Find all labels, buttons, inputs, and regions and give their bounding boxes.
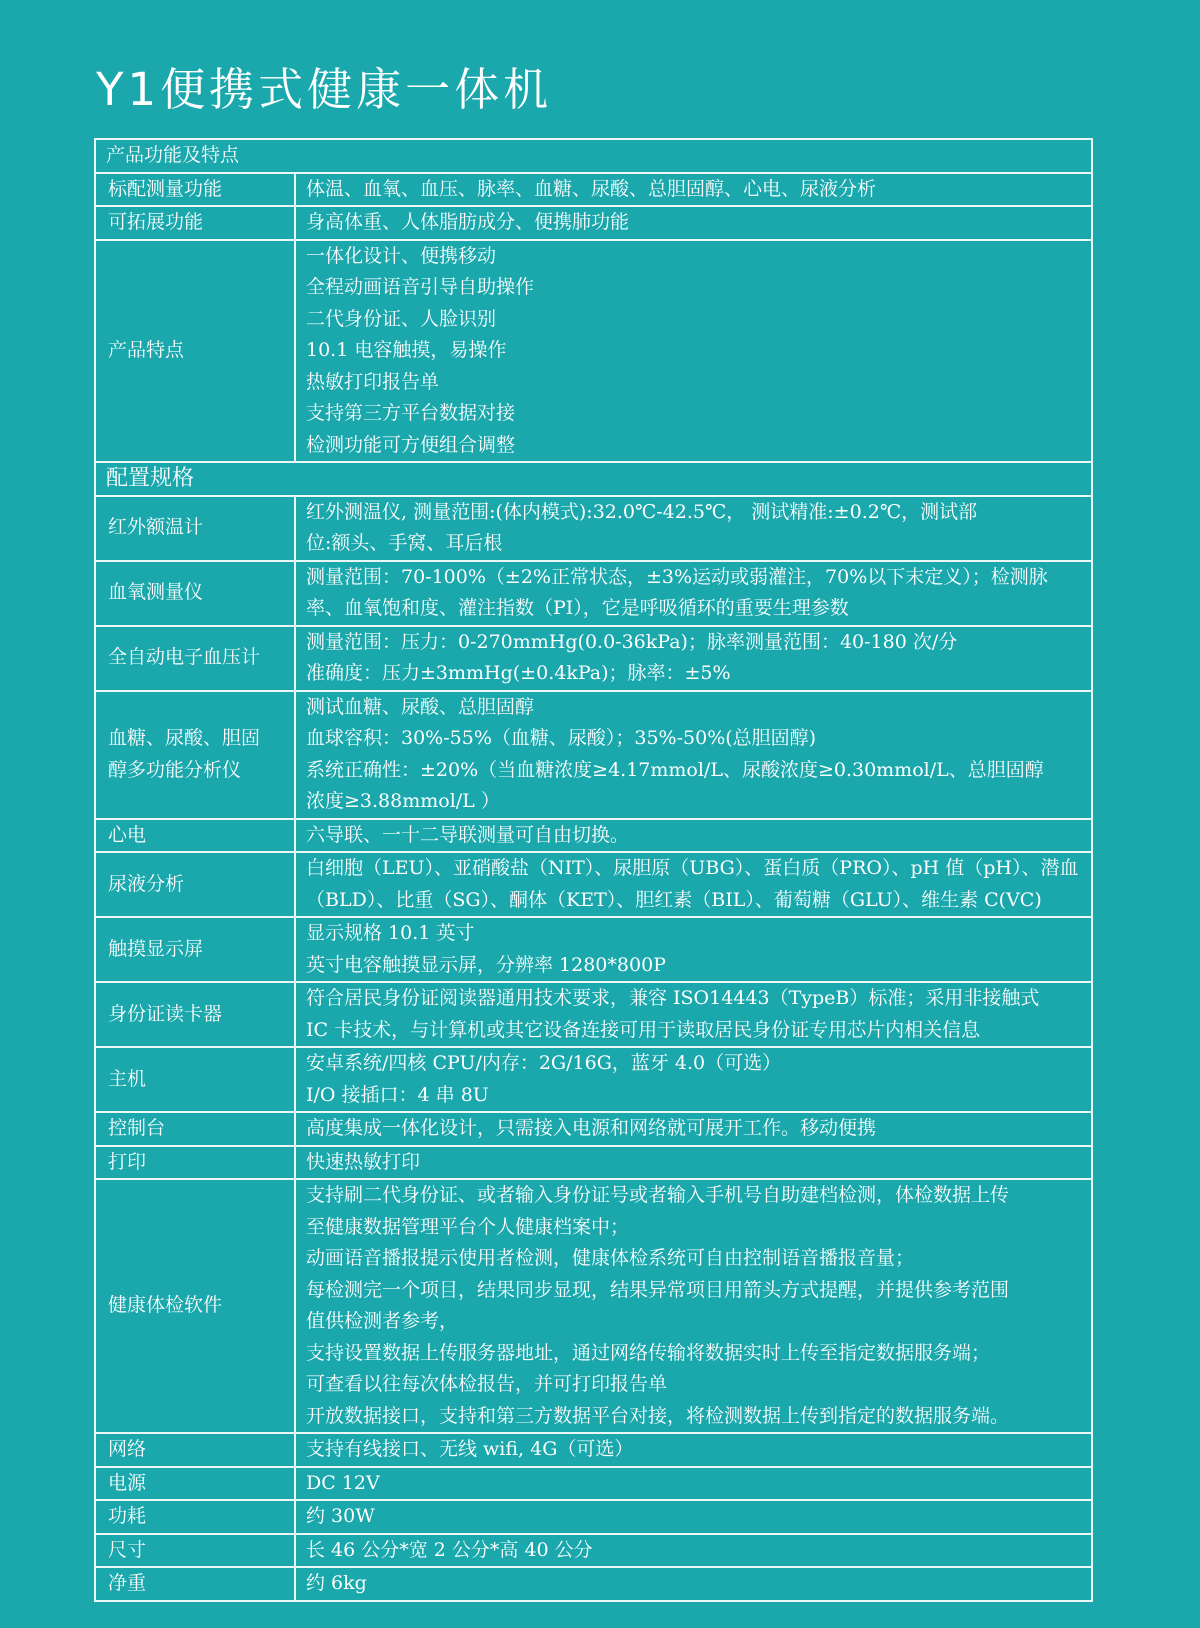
spec-value-line: 符合居民身份证阅读器通用技术要求，兼容 ISO14443（TypeB）标准；采用非接触式 bbox=[306, 987, 1040, 1009]
spec-value-line: 准确度：压力±3mmHg(±0.4kPa)；脉率：±5% bbox=[306, 662, 731, 684]
spec-row bbox=[95, 1146, 1092, 1180]
spec-value-line: 显示规格 10.1 英寸 bbox=[306, 922, 475, 944]
spec-value-line: 约 6kg bbox=[306, 1572, 367, 1594]
spec-value bbox=[295, 982, 1092, 1047]
spec-label bbox=[95, 1047, 295, 1112]
spec-value-line: 全程动画语音引导自助操作 bbox=[306, 276, 535, 298]
spec-row bbox=[95, 1112, 1092, 1146]
spec-row bbox=[95, 496, 1092, 561]
spec-value bbox=[295, 1112, 1092, 1146]
spec-value bbox=[295, 626, 1092, 691]
spec-value-line: I/O 接插口：4 串 8U bbox=[306, 1083, 489, 1106]
spec-value bbox=[295, 1467, 1092, 1501]
spec-value bbox=[295, 1500, 1092, 1534]
spec-value-line: 支持第三方平台数据对接 bbox=[306, 402, 516, 424]
spec-label-line: 红外额温计 bbox=[108, 516, 204, 539]
spec-row bbox=[95, 1567, 1092, 1601]
spec-row bbox=[95, 173, 1092, 207]
spec-value-line: 可查看以往每次体检报告，并可打印报告单 bbox=[306, 1373, 668, 1395]
spec-value-line: 测试血糖、尿酸、总胆固醇 bbox=[306, 695, 535, 718]
section-heading: 配置规格 bbox=[95, 462, 1092, 496]
spec-value-line: 率、血氧饱和度、灌注指数（PI），它是呼吸循环的重要生理参数 bbox=[306, 597, 849, 619]
spec-row bbox=[95, 561, 1092, 626]
spec-label-line: 尺寸 bbox=[108, 1538, 147, 1561]
spec-row bbox=[95, 982, 1092, 1047]
spec-value-line: 英寸电容触摸显示屏，分辨率 1280*800P bbox=[306, 953, 666, 976]
spec-label-line: 产品特点 bbox=[108, 339, 185, 361]
spec-value-line: 测量范围：70-100%（±2%正常状态，±3%运动或弱灌注，70%以下末定义）；检测脉 bbox=[306, 565, 1048, 588]
spec-label bbox=[95, 1567, 295, 1601]
spec-label-line: 可拓展功能 bbox=[108, 211, 204, 233]
spec-value-line: 值供检测者参考， bbox=[306, 1310, 459, 1332]
spec-value-line: 系统正确性：±20%（当血糖浓度≥4.17mmol/L、尿酸浓度≥0.30mmol/L、总胆固醇 bbox=[306, 758, 1044, 781]
spec-table bbox=[94, 138, 1093, 1602]
spec-value-line: 一体化设计、便携移动 bbox=[306, 244, 497, 267]
spec-value-line: 体温、血氧、血压、脉率、血糖、尿酸、总胆固醇、心电、尿液分析 bbox=[306, 177, 877, 200]
spec-row bbox=[95, 1500, 1092, 1534]
spec-row bbox=[95, 819, 1092, 853]
spec-row bbox=[95, 240, 1092, 463]
spec-label bbox=[95, 1534, 295, 1568]
spec-value-line: 测量范围：压力：0-270mmHg(0.0-36kPa)；脉率测量范围：40-180 次/分 bbox=[306, 630, 958, 653]
page-title: Y1便携式健康一体机 bbox=[96, 63, 553, 116]
spec-label-line: 打印 bbox=[108, 1150, 147, 1173]
spec-label bbox=[95, 173, 295, 207]
spec-label-line: 主机 bbox=[108, 1067, 147, 1090]
spec-value-line: 白细胞（LEU）、亚硝酸盐（NIT）、尿胆原（UBG）、蛋白质（PRO）、pH 值（pH）、潜血 bbox=[306, 857, 1079, 879]
section-heading-row bbox=[95, 462, 1092, 496]
spec-label-line: 健康体检软件 bbox=[108, 1294, 223, 1317]
spec-value bbox=[295, 561, 1092, 626]
spec-label bbox=[95, 1467, 295, 1501]
spec-value-line: DC 12V bbox=[306, 1471, 380, 1494]
spec-value bbox=[295, 496, 1092, 561]
spec-value bbox=[295, 1047, 1092, 1112]
spec-value bbox=[295, 1567, 1092, 1601]
spec-label bbox=[95, 691, 295, 819]
spec-value-line: 约 30W bbox=[306, 1505, 375, 1527]
spec-label-line: 控制台 bbox=[108, 1117, 166, 1139]
spec-row bbox=[95, 917, 1092, 982]
spec-label-line: 全自动电子血压计 bbox=[108, 646, 261, 669]
spec-row bbox=[95, 1433, 1092, 1467]
spec-label bbox=[95, 240, 295, 463]
section-heading: 产品功能及特点 bbox=[95, 139, 1092, 173]
spec-value-line: 安卓系统/四核 CPU/内存：2G/16G，蓝牙 4.0（可选） bbox=[306, 1052, 782, 1074]
spec-value-line: 六导联、一十二导联测量可自由切换。 bbox=[306, 823, 630, 846]
spec-value-line: 热敏打印报告单 bbox=[306, 370, 440, 393]
section-heading-row bbox=[95, 139, 1092, 173]
spec-value-line: 长 46 公分*宽 2 公分*高 40 公分 bbox=[306, 1538, 593, 1561]
spec-label-line: 网络 bbox=[108, 1438, 147, 1460]
spec-label bbox=[95, 626, 295, 691]
spec-value-line: 检测功能可方便组合调整 bbox=[306, 433, 516, 456]
spec-value bbox=[295, 852, 1092, 917]
spec-value-line: 身高体重、人体脂肪成分、便携肺功能 bbox=[306, 211, 630, 233]
spec-label-line: 触摸显示屏 bbox=[108, 937, 204, 960]
spec-value bbox=[295, 240, 1092, 463]
spec-row bbox=[95, 691, 1092, 819]
spec-value-line: 位:额头、手窝、耳后根 bbox=[306, 532, 503, 554]
spec-value bbox=[295, 1433, 1092, 1467]
spec-label bbox=[95, 1179, 295, 1433]
spec-label-line: 醇多功能分析仪 bbox=[108, 758, 242, 781]
spec-row bbox=[95, 1179, 1092, 1433]
spec-value bbox=[295, 1146, 1092, 1180]
spec-row bbox=[95, 1467, 1092, 1501]
spec-value-line: 开放数据接口，支持和第三方数据平台对接，将检测数据上传到指定的数据服务端。 bbox=[306, 1404, 1010, 1427]
spec-label-line: 标配测量功能 bbox=[108, 177, 223, 200]
spec-value-line: （BLD）、比重（SG）、酮体（KET）、胆红素（BIL）、葡萄糖（GLU）、维生素 C(VC) bbox=[306, 888, 1042, 911]
spec-value-line: 红外测温仪, 测量范围:(体内模式):32.0℃-42.5℃， 测试精准:±0.2℃，测试部 bbox=[306, 500, 978, 523]
spec-value bbox=[295, 917, 1092, 982]
spec-value bbox=[295, 819, 1092, 853]
spec-value-line: 二代身份证、人脸识别 bbox=[306, 307, 497, 330]
spec-value bbox=[295, 1179, 1092, 1433]
spec-label bbox=[95, 819, 295, 853]
spec-row bbox=[95, 1534, 1092, 1568]
spec-value-line: 每检测完一个项目，结果同步显现，结果异常项目用箭头方式提醒，并提供参考范围 bbox=[306, 1278, 1010, 1301]
spec-label bbox=[95, 561, 295, 626]
spec-value bbox=[295, 691, 1092, 819]
spec-value bbox=[295, 1534, 1092, 1568]
spec-value-line: 支持刷二代身份证、或者输入身份证号或者输入手机号自助建档检测，体检数据上传 bbox=[306, 1184, 1010, 1206]
spec-value-line: 动画语音播报提示使用者检测，健康体检系统可自由控制语音播报音量； bbox=[306, 1247, 915, 1269]
spec-row bbox=[95, 206, 1092, 240]
spec-value-line: 支持设置数据上传服务器地址，通过网络传输将数据实时上传至指定数据服务端； bbox=[306, 1341, 991, 1364]
spec-value-line: 支持有线接口、无线 wifi, 4G（可选） bbox=[306, 1438, 634, 1460]
spec-label bbox=[95, 496, 295, 561]
spec-row bbox=[95, 1047, 1092, 1112]
spec-row bbox=[95, 626, 1092, 691]
spec-value-line: 至健康数据管理平台个人健康档案中； bbox=[306, 1215, 630, 1238]
spec-value-line: 10.1 电容触摸，易操作 bbox=[306, 339, 507, 361]
spec-label bbox=[95, 1112, 295, 1146]
spec-value-line: 快速热敏打印 bbox=[306, 1150, 421, 1173]
spec-label-line: 功耗 bbox=[108, 1505, 147, 1527]
spec-label bbox=[95, 206, 295, 240]
spec-value-line: IC 卡技术，与计算机或其它设备连接可用于读取居民身份证专用芯片内相关信息 bbox=[306, 1018, 981, 1041]
spec-label bbox=[95, 982, 295, 1047]
spec-label-line: 电源 bbox=[108, 1471, 147, 1494]
spec-label-line: 血氧测量仪 bbox=[108, 581, 204, 604]
spec-label-line: 净重 bbox=[108, 1572, 147, 1594]
spec-value-line: 浓度≥3.88mmol/L ） bbox=[306, 790, 500, 812]
spec-label bbox=[95, 917, 295, 982]
spec-label bbox=[95, 1500, 295, 1534]
spec-label-line: 血糖、尿酸、胆固 bbox=[108, 727, 261, 749]
spec-row bbox=[95, 852, 1092, 917]
spec-label-line: 心电 bbox=[108, 823, 147, 846]
spec-label-line: 尿液分析 bbox=[108, 872, 185, 895]
spec-value-line: 高度集成一体化设计，只需接入电源和网络就可展开工作。移动便携 bbox=[306, 1117, 877, 1139]
spec-value-line: 血球容积：30%-55%（血糖、尿酸）；35%-50%(总胆固醇) bbox=[306, 727, 817, 749]
spec-label bbox=[95, 1146, 295, 1180]
spec-value bbox=[295, 173, 1092, 207]
spec-label-line: 身份证读卡器 bbox=[108, 1002, 223, 1025]
spec-label bbox=[95, 852, 295, 917]
spec-value bbox=[295, 206, 1092, 240]
spec-label bbox=[95, 1433, 295, 1467]
